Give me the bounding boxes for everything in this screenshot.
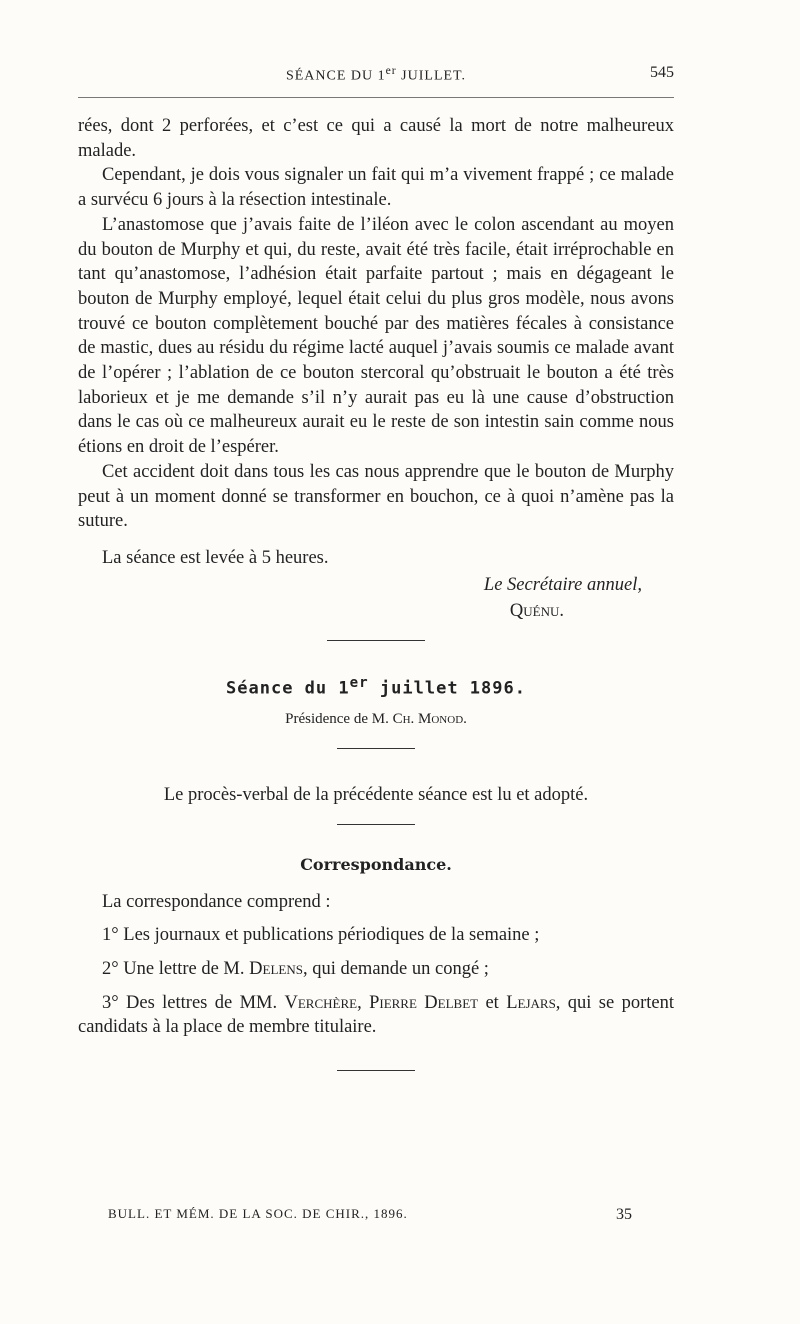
proces-verbal: Le procès-verbal de la précédente séance est lu et adopté. (163, 785, 589, 806)
signature-mark: 35 (616, 1206, 632, 1223)
page-number: 545 (650, 64, 674, 81)
presidence-line: Présidence de M. Ch. Monod. (285, 711, 467, 728)
session-heading: Séance du 1er juillet 1896. (226, 675, 526, 699)
list-item: 3° Des lettres de MM. Verchère, Pierre Delbet et Lejars, qui se portent candidats à la place de membre titulaire. (78, 992, 674, 1038)
list-item: 2° Une lettre de M. Delens, qui demande un congé ; (102, 958, 489, 979)
header-rule (78, 97, 674, 98)
signature-role: Le Secrétaire annuel, (483, 574, 642, 595)
paragraph: Cet accident doit dans tous les cas nous apprendre que le bouton de Murphy peut à un moment donné se transformer en bouchon, ce à quoi n’amène pas la suture. (78, 461, 674, 532)
journal-reference: BULL. ET MÉM. DE LA SOC. DE CHIR., 1896. (108, 1206, 408, 1221)
correspondance-intro: La correspondance comprend : (102, 891, 331, 912)
running-head-title: SÉANCE DU 1er JUILLET. (285, 64, 467, 84)
paragraph: Cependant, je dois vous signaler un fait qui m’a vivement frappé ; ce malade a survécu 6 jours à la résection intestinale. (78, 165, 674, 211)
paragraph-continuation: rées, dont 2 perforées, et c’est ce qui a causé la mort de notre malheureux malade. (78, 116, 674, 161)
main-text (78, 114, 674, 1071)
signature-name: Quénu. (509, 601, 564, 622)
correspondance-heading: Correspondance. (300, 854, 452, 874)
section-separator (337, 748, 415, 749)
list-item: 1° Les journaux et publications périodiques de la semaine ; (102, 925, 540, 946)
session-closing: La séance est levée à 5 heures. (102, 547, 329, 568)
page-footer (108, 1206, 632, 1222)
section-separator (337, 1070, 415, 1071)
section-separator (337, 824, 415, 825)
paragraph: L’anastomose que j’avais faite de l’iléon avec le colon ascendant au moyen du bouton de Murphy et qui, du reste, avait été très facile, était irréprochable en tant qu’anastomose, l’adhésion était parfaite partout ; mais en dégageant le bouton de Murphy employé, lequel était celui du plus gros modèle, nous avons trouvé ce bouton complètement bouché par des matières fécales à consistance de mastic, dues au résidu du régime lacté auquel j’avais soumis ce malade avant de l’opérer ; l’ablation de ce bouton stercoral qu’obstruait le bouton a été très laborieux et je me demande s’il n’y aurait pas eu là une cause d’obstruction dans le cas où ce malheureux aurait eu le reste de son intestin sain comme nous étions en droit de l’espérer. (78, 214, 674, 458)
president-name: Ch. Monod. (392, 711, 467, 728)
section-separator (327, 640, 425, 641)
running-head (78, 64, 674, 86)
